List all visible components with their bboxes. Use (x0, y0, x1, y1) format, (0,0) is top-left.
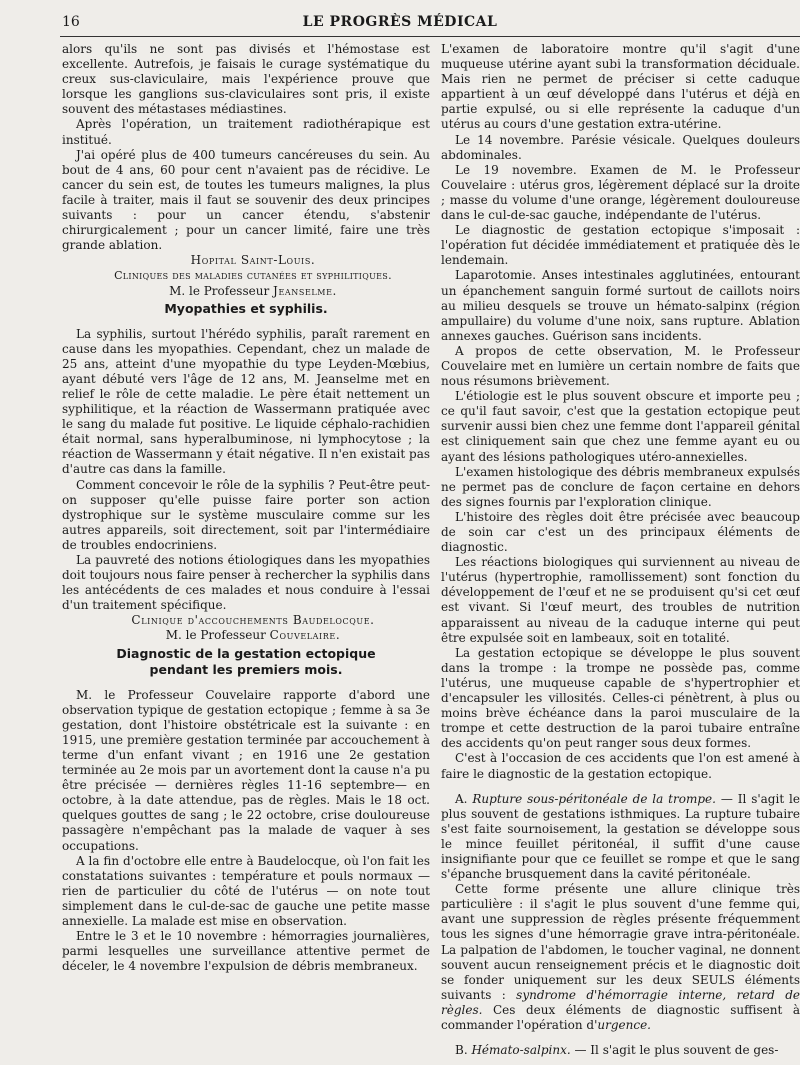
hospital-heading: Hopital Saint-Louis. (190, 253, 316, 268)
paragraph: La gestation ectopique se développe le plus souvent dans la trompe : la trompe ne possède pas, comme l'utérus, une muqueuse capable de s'hypertrophier et d'encapsuler les villosités. Celles-ci pénètrent, à plus ou moins brève échéance dans la paroi musculaire de la trompe et cette destruction de la paroi tubaire entraîne des accidents qu'on peut ranger sous deux formes. (441, 645, 800, 751)
paragraph: A propos de cette observation, M. le Professeur Couvelaire met en lumière un certain nombre de faits que nous résumons brièvement. (441, 343, 800, 389)
section-label: B. (455, 1043, 468, 1058)
clinic-heading: Clinique d'accouchements Baudelocque. (131, 613, 375, 628)
article-title-line: pendant les premiers mois. (149, 661, 343, 677)
article-title: Myopathies et syphilis. (164, 300, 328, 316)
paragraph: C'est à l'occasion de ces accidents que l'on est amené à faire le diagnostic de la gestation ectopique. (441, 751, 800, 781)
paragraph-text: Ces deux éléments de diagnostic suffisent à commander l'opération d' (441, 1002, 800, 1032)
paragraph-section-a (441, 792, 800, 883)
paragraph (441, 882, 800, 1033)
section-title: Hémato-salpinx. (471, 1043, 571, 1058)
section-text: — Il s'agit le plus souvent de gestations isthmiques. La rupture tubaire s'est faite sournoisement, la gestation se développe sous le mince feuillet péritonéal, il suffit d'une cause insignifiante pour que ce feuillet se rompe et que le sang s'épanche brusquement dans la cavité péritonéale. (441, 791, 800, 882)
emphasis-text: syndrome d'hémorragie interne, retard de règles. (441, 987, 800, 1017)
section-label: A. (455, 791, 468, 806)
paragraph: Laparotomie. Anses intestinales agglutinées, entourant un épanchement sanguin formé surtout de caillots noirs au milieu desquels se trouve un hémato-salpinx (région ampullaire) du volume d'une noix, sans rupture. Ablation annexes gauches. Guérison sans incidents. (441, 268, 800, 343)
section-gap (441, 782, 800, 792)
professor-line (62, 284, 430, 299)
paragraph: Comment concevoir le rôle de la syphilis ? Peut-être peut-on supposer qu'elle puisse faire porter son action dystrophique sur le système musculaire comme sur les autres appareils, soit directement, soit par l'intermédiaire de troubles endocriniens. (62, 477, 430, 552)
right-column (441, 42, 800, 1058)
paragraph: La pauvreté des notions étiologiques dans les myopathies doit toujours nous faire penser à rechercher la syphilis dans les antécédents de ces malades et nous conduire à l'essai d'un traitement spécifique. (62, 553, 430, 613)
section-gap (441, 1033, 800, 1043)
paragraph: L'étiologie est le plus souvent obscure et importe peu ; ce qu'il faut savoir, c'est que la gestation ectopique peut survenir aussi bien chez une femme dont l'appareil génital est cliniquement sain que chez une femme ayant eu ou ayant des lésions pathologiques utéro-annexielles. (441, 389, 800, 464)
paragraph: M. le Professeur Couvelaire rapporte d'abord une observation typique de gestation ectopique ; femme à sa 3e gestation, dont l'histoire obstétricale est la suivante : en 1915, une première gestation terminée par accouchement à terme d'un enfant vivant ; en 1916 une 2e gestation terminée au 2e mois par un avortement dont la cause n'a pu être précisée — dernières règles 11-16 septembre— en octobre, à la date attendue, pas de règles. Mais le 18 oct. quelques gouttes de sang ; le 22 octobre, crise douloureuse passagère n'empêchant pas la malade de vaquer à ses occupations. (62, 687, 430, 853)
paragraph: La syphilis, surtout l'hérédo syphilis, paraît rarement en cause dans les myopathies. Cependant, chez un malade de 25 ans, atteint d'une myopathie du type Leyden-Mœbius, ayant débuté vers l'âge de 12 ans, M. Jeanselme met en relief le rôle de cette maladie. Le père était nettement un syphilitique, et la réaction de Wassermann pratiquée avec le sang du malade fut positive. Le liquide céphalo-rachidien était normal, sans hyperalbuminose, ni lymphocytose ; la réaction de Wassermann y était négative. Il n'en existait pas d'autre cas dans la famille. (62, 326, 430, 477)
page-header (0, 14, 800, 36)
paragraph-text: Cette forme présente une allure clinique très particulière : il s'agit le plus souvent d'une femme qui, avant une suppression de règles présente fréquemment tous les signes d'une hémorragie grave intra-péritonéale. La palpation de l'abdomen, le toucher vaginal, ne donnent souvent aucun renseignement précis et le diagnostic doit se fonder uniquement sur les deux SEULS éléments suivants : (441, 882, 800, 1002)
clinic-heading: Cliniques des maladies cutanées et syphilitiques. (114, 269, 392, 283)
section-text: — Il s'agit le plus souvent de ges- (574, 1043, 779, 1058)
paragraph: Après l'opération, un traitement radiothérapique est institué. (62, 117, 430, 147)
paragraph: Le diagnostic de gestation ectopique s'imposait : l'opération fut décidée immédiatement et pratiquée dès le lendemain. (441, 223, 800, 268)
paragraph-section-b (441, 1043, 800, 1058)
journal-title: LE PROGRÈS MÉDICAL (302, 14, 498, 30)
paragraph: L'examen histologique des débris membraneux expulsés ne permet pas de conclure de façon certaine en dehors des signes fournis par l'exploration clinique. (441, 464, 800, 509)
paragraph: Entre le 3 et le 10 novembre : hémorragies journalières, parmi lesquelles une surveillance attentive permet de déceler, le 4 novembre l'expulsion de débris membraneux. (62, 929, 430, 974)
paragraph: L'histoire des règles doit être précisée avec beaucoup de soin car c'est un des principaux éléments de diagnostic. (441, 509, 800, 555)
left-column (62, 42, 430, 974)
emphasis-text: urgence. (597, 1018, 651, 1032)
paragraph: J'ai opéré plus de 400 tumeurs cancéreuses du sein. Au bout de 4 ans, 60 pour cent n'avaient pas de récidive. Le cancer du sein est, de toutes les tumeurs malignes, la plus facile à traiter, mais il faut se souvenir des deux principes suivants : pour un cancer étendu, s'abstenir chirurgicalement ; pour un cancer limité, faire une très grande ablation. (62, 147, 430, 253)
article-title-line: Diagnostic de la gestation ectopique (116, 645, 376, 661)
section-title: Rupture sous-péritonéale de la trompe. (472, 791, 716, 806)
professor-prefix: M. le Professeur (165, 628, 266, 643)
paragraph: A la fin d'octobre elle entre à Baudelocque, où l'on fait les constatations suivantes : température et pouls normaux — rien de particulier du côté de l'utérus — on note tout simplement dans le cul-de-sac de gauche une petite masse annexielle. La malade est mise en observation. (62, 853, 430, 928)
header-rule (60, 36, 800, 37)
paragraph: Le 14 novembre. Parésie vésicale. Quelques douleurs abdominales. (441, 132, 800, 162)
article-title (62, 646, 430, 678)
paragraph: L'examen de laboratoire montre qu'il s'agit d'une muqueuse utérine ayant subi la transformation déciduale. Mais rien ne permet de préciser si cette caduque appartient à un œuf développé dans l'utérus et déjà en partie expulsé, ou si elle représente la caduque d'un utérus au cours d'une gestation extra-utérine. (441, 42, 800, 132)
professor-prefix: M. le Professeur (169, 283, 270, 298)
paragraph: Les réactions biologiques qui surviennent au niveau de l'utérus (hypertrophie, ramollissement) sont fonction du développement de l'œuf et ne se produisent qu'si cet œuf est vivant. Si l'œuf meurt, des troubles de nutrition apparaissent au niveau de la caduque interne qui peut être expulsée soit en lambeaux, soit en totalité. (441, 555, 800, 645)
professor-name: Couvelaire. (269, 628, 341, 643)
professor-name: Jeanselme. (273, 283, 337, 298)
page-number: 16 (62, 14, 80, 30)
professor-line (62, 628, 430, 643)
paragraph: Le 19 novembre. Examen de M. le Professeur Couvelaire : utérus gros, légèrement déplacé sur la droite ; masse du volume d'une orange, légèrement douloureuse dans le cul-de-sac gauche, indépendante de l'utérus. (441, 162, 800, 223)
paragraph: alors qu'ils ne sont pas divisés et l'hémostase est excellente. Autrefois, je faisais le curage systématique du creux sus-claviculaire, mais l'expérience prouve que lorsque les ganglions sus-claviculaires sont pris, il existe souvent des métastases médiastines. (62, 42, 430, 117)
